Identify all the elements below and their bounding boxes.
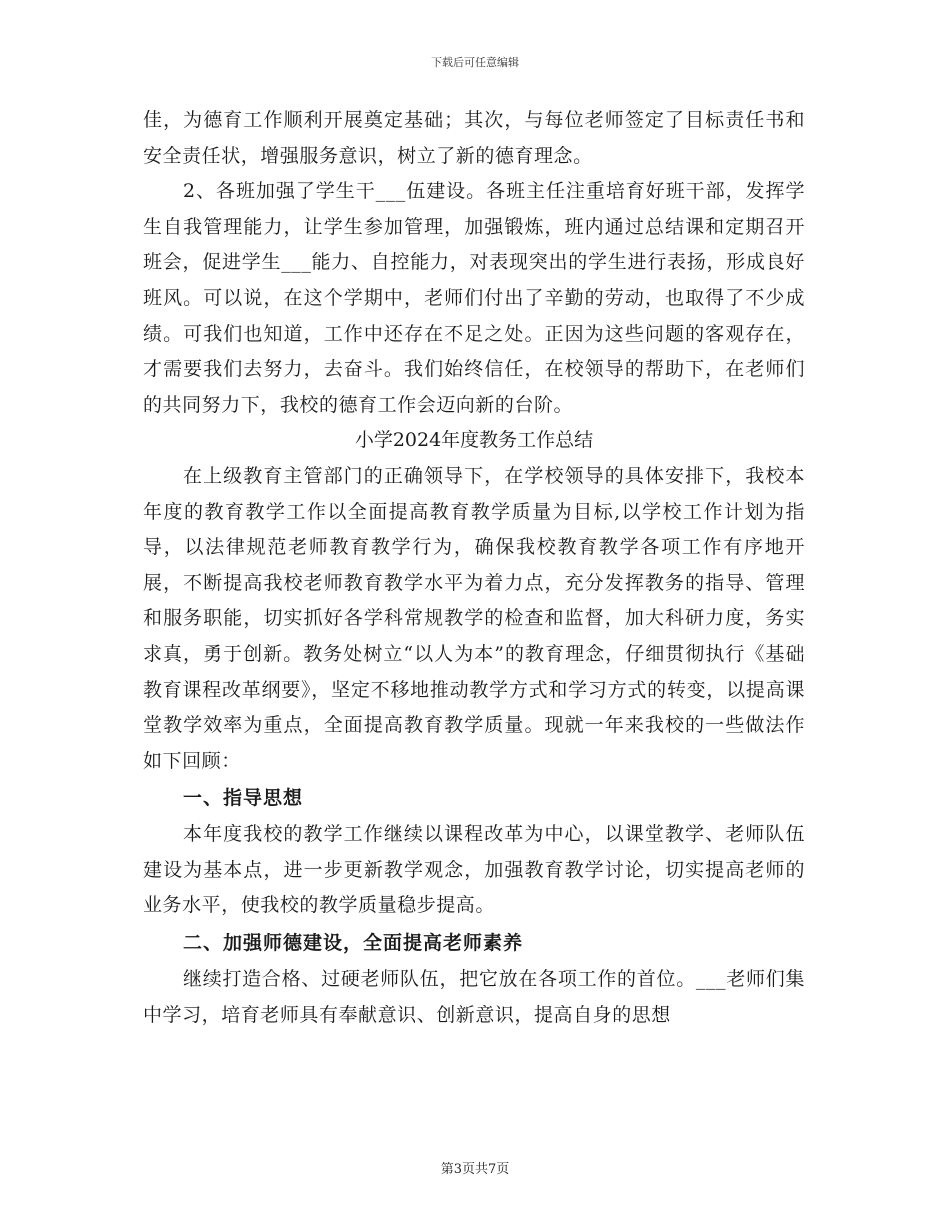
- paragraph: 继续打造合格、过硬老师队伍，把它放在各项工作的首位。___老师们集中学习，培育老师具有奉献意识、创新意识，提高自身的思想: [143, 968, 805, 1026]
- paragraph: 在上级教育主管部门的正确领导下，在学校领导的具体安排下，我校本年度的教育教学工作以全面提高教育教学质量为目标,以学校工作计划为指导，以法律规范老师教育教学行为，确保我校教育教学各项工作有序地开展，不断提高我校老师教育教学水平为着力点，充分发挥教务的指导、管理和服务职能，切实抓好各学科常规教学的检查和监督，加大科研力度，务实求真，勇于创新。教务处树立“以人为本”的教育理念，仔细贯彻执行《基础教育课程改革纲要》，坚定不移地推动教学方式和学习方式的转变，以提高课堂教学效率为重点，全面提高教育教学质量。现就一年来我校的一些做法作如下回顾：: [143, 464, 805, 772]
- page-header: 下载后可任意编辑: [431, 56, 519, 69]
- page-footer: 第3页共7页: [440, 1162, 510, 1177]
- document-body: [143, 103, 805, 1033]
- paragraph: 佳，为德育工作顺利开展奠定基础；其次，与每位老师签定了目标责任书和安全责任状，增强服务意识，树立了新的德育理念。: [143, 109, 805, 167]
- section-heading: 二、加强师德建设，全面提高老师素养: [183, 932, 524, 955]
- section-heading: 一、指导思想: [183, 787, 304, 810]
- paragraph: 2、各班加强了学生干___伍建设。各班主任注重培育好班干部，发挥学生自我管理能力，让学生参加管理，加强锻炼，班内通过总结课和定期召开班会，促进学生___能力、自控能力，对表现突出的学生进行表扬，形成良好班风。可以说，在这个学期中，老师们付出了辛勤的劳动，也取得了不少成绩。可我们也知道，工作中还存在不足之处。正因为这些问题的客观存在，才需要我们去努力，去奋斗。我们始终信任，在校领导的帮助下，在老师们的共同努力下，我校的德育工作会迈向新的台阶。: [143, 180, 805, 416]
- section-title: 小学2024年度教务工作总结: [354, 429, 594, 452]
- paragraph: 本年度我校的教学工作继续以课程改革为中心，以课堂教学、老师队伍建设为基本点，进一步更新教学观念，加强教育教学讨论，切实提高老师的业务水平，使我校的教学质量稳步提高。: [143, 823, 805, 917]
